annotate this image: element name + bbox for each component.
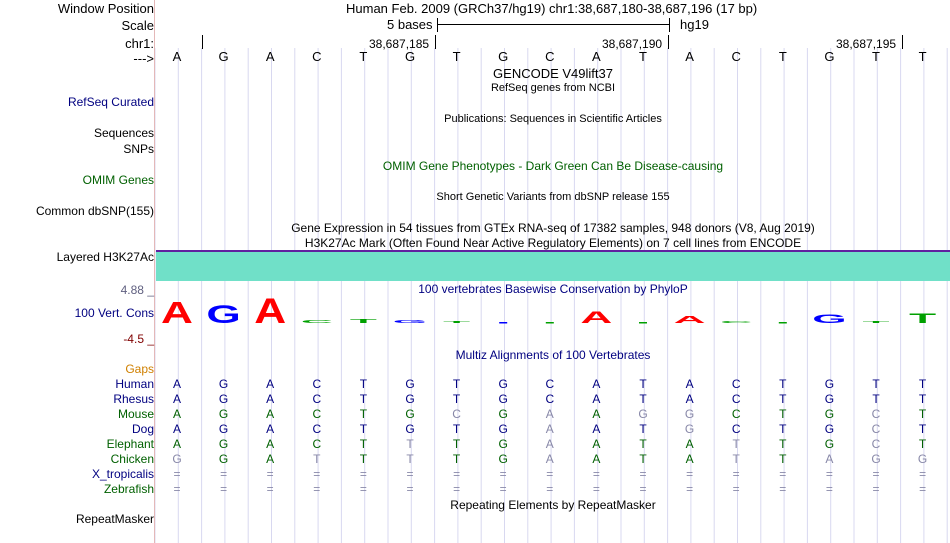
alignment-base: C <box>871 407 881 421</box>
alignment-base: = <box>220 467 228 481</box>
reference-base: T <box>872 49 880 64</box>
alignment-base: A <box>592 437 601 451</box>
alignment-base: G <box>498 422 508 436</box>
alignment-base: G <box>824 437 835 451</box>
alignment-base: G <box>498 452 508 466</box>
alignment-base: C <box>731 422 741 436</box>
alignment-base: T <box>639 377 647 391</box>
alignment-base: = <box>266 467 274 481</box>
reference-base: A <box>172 49 182 64</box>
logo-letter: T <box>909 310 937 325</box>
chrom-label[interactable]: chr1: <box>125 36 154 51</box>
logo-letter: G <box>206 300 241 325</box>
alignment-base: G <box>871 452 881 466</box>
alignment-base: = <box>732 467 740 481</box>
alignment-base: A <box>685 452 694 466</box>
species-label[interactable]: Human <box>115 377 154 391</box>
alignment-base: = <box>220 482 228 496</box>
alignment-base: A <box>685 377 694 391</box>
logo-letter: G <box>812 312 847 325</box>
cons-min-label: -4.5 _ <box>123 332 154 346</box>
phylop-track-title[interactable]: 100 vertebrates Basewise Conservation by PhyloP <box>418 282 688 296</box>
alignment-base: A <box>592 452 601 466</box>
alignment-base: T <box>732 437 740 451</box>
alignment-base: C <box>871 437 881 451</box>
alignment-base: = <box>872 467 880 481</box>
alignment-base: T <box>313 452 321 466</box>
reference-base: G <box>404 49 416 64</box>
alignment-base: T <box>639 452 647 466</box>
label-divider <box>154 0 155 543</box>
alignment-base: T <box>639 437 647 451</box>
alignment-base: = <box>825 482 833 496</box>
reference-base: T <box>778 49 787 64</box>
alignment-base: = <box>919 482 927 496</box>
reference-base: T <box>359 49 368 64</box>
alignment-base: A <box>266 437 275 451</box>
alignment-base: C <box>312 377 322 391</box>
alignment-base: A <box>685 392 694 406</box>
alignment-base: = <box>359 482 367 496</box>
alignment-base: C <box>545 377 555 391</box>
alignment-base: T <box>918 422 927 436</box>
window-position-value: Human Feb. 2009 (GRCh37/hg19) chr1:38,687,180-38,687,196 (17 bp) <box>346 1 758 16</box>
layered-h3k27ac-label[interactable]: Layered H3K27Ac <box>56 250 154 264</box>
alignment-base: T <box>639 392 647 406</box>
scale-label[interactable]: Scale <box>121 18 154 33</box>
alignment-base: G <box>405 422 415 436</box>
alignment-base: A <box>266 377 275 391</box>
alignment-base: = <box>592 482 600 496</box>
alignment-base: C <box>312 392 322 406</box>
alignment-base: G <box>498 392 508 406</box>
dbsnp-track-title[interactable]: Short Genetic Variants from dbSNP release 155 <box>436 191 670 203</box>
alignment-base: A <box>172 377 182 391</box>
alignment-base: G <box>405 407 415 421</box>
logo-letter: A <box>254 295 287 325</box>
alignment-base: G <box>824 377 835 391</box>
alignment-base: T <box>918 392 927 406</box>
alignment-base: A <box>592 422 601 436</box>
alignment-base: = <box>639 482 647 496</box>
logo-letter: T <box>443 320 471 324</box>
alignment-base: A <box>266 392 275 406</box>
alignment-base: T <box>639 422 647 436</box>
alignment-base: A <box>592 392 601 406</box>
alignment-base: T <box>779 392 787 406</box>
logo-letter: G <box>392 319 428 324</box>
alignment-base: T <box>872 377 880 391</box>
reference-base: A <box>592 49 601 64</box>
repeatmasker-track-title[interactable]: Repeating Elements by RepeatMasker <box>450 498 656 512</box>
alignment-base: T <box>918 437 927 451</box>
refseq-track-subtitle: RefSeq genes from NCBI <box>490 82 616 94</box>
h3k27ac-signal-band[interactable] <box>156 250 950 281</box>
coord-tick-0 <box>202 35 203 49</box>
alignment-base: = <box>499 467 507 481</box>
alignment-base: T <box>359 407 368 421</box>
alignment-base: A <box>825 452 834 466</box>
alignment-base: = <box>453 467 461 481</box>
alignment-base: = <box>359 467 367 481</box>
omim-track-title[interactable]: OMIM Gene Phenotypes - Dark Green Can Be Disease-causing <box>382 159 724 173</box>
alignment-base: G <box>684 422 695 436</box>
logo-letter <box>546 322 554 324</box>
alignment-base: A <box>172 392 182 406</box>
logo-letter: T <box>349 317 377 325</box>
scale-assembly: hg19 <box>680 17 709 32</box>
alignment-base: = <box>825 467 833 481</box>
alignment-base: A <box>172 422 182 436</box>
omim-genes-label[interactable]: OMIM Genes <box>82 173 154 187</box>
alignment-base: T <box>872 392 880 406</box>
coord-label-195: 38,687,195 <box>836 37 897 51</box>
repeatmasker-label[interactable]: RepeatMasker <box>75 512 154 526</box>
scale-bar-right-tick <box>669 18 670 32</box>
alignment-base: = <box>453 482 461 496</box>
alignment-base: A <box>545 422 554 436</box>
alignment-base: T <box>452 422 461 436</box>
reference-base: T <box>639 49 647 64</box>
logo-letter <box>639 322 647 324</box>
alignment-base: T <box>779 452 787 466</box>
cons-max-label: 4.88 _ <box>120 283 154 297</box>
alignment-base: T <box>779 407 787 421</box>
alignment-base: T <box>359 392 368 406</box>
alignment-base: = <box>313 482 321 496</box>
gtex-track-title[interactable]: Gene Expression in 54 tissues from GTEx RNA-seq of 17382 samples, 948 donors (V8, Aug 2019) <box>291 221 815 235</box>
alignment-base: A <box>592 377 601 391</box>
alignment-base: T <box>406 437 414 451</box>
reference-base: C <box>312 49 322 64</box>
alignment-base: A <box>545 437 554 451</box>
alignment-base: C <box>731 407 741 421</box>
alignment-base: A <box>545 407 554 421</box>
alignment-base: G <box>218 392 229 406</box>
alignment-base: G <box>405 377 415 391</box>
species-label[interactable]: Chicken <box>110 452 154 466</box>
alignment-base: A <box>266 422 275 436</box>
sequences-label[interactable]: Sequences <box>93 126 154 140</box>
alignment-base: = <box>266 482 274 496</box>
alignment-base: G <box>218 377 229 391</box>
gencode-track-title[interactable]: GENCODE V49lift37 <box>493 66 613 81</box>
publications-track-title[interactable]: Publications: Sequences in Scientific Articles <box>444 113 662 125</box>
logo-letter: A <box>673 314 706 325</box>
alignment-base: A <box>592 407 601 421</box>
alignment-base: G <box>218 407 229 421</box>
alignment-base: A <box>266 452 275 466</box>
alignment-base: = <box>546 467 554 481</box>
alignment-base: G <box>638 407 648 421</box>
logo-letter: A <box>580 308 613 325</box>
alignment-base: = <box>639 467 647 481</box>
coord-tick-195 <box>902 35 903 49</box>
alignment-base: T <box>452 392 461 406</box>
reference-base: C <box>731 49 741 64</box>
logo-letter: C <box>720 320 753 324</box>
strand-arrow[interactable]: ---> <box>133 51 154 66</box>
alignment-base: G <box>498 437 508 451</box>
alignment-base: T <box>359 437 368 451</box>
logo-letter <box>779 322 787 324</box>
alignment-base: = <box>173 482 181 496</box>
alignment-base: G <box>917 452 928 466</box>
alignment-base: G <box>218 437 229 451</box>
alignment-base: G <box>824 392 835 406</box>
conservation-logo[interactable] <box>156 295 950 325</box>
alignment-base: A <box>545 452 554 466</box>
alignment-base: C <box>871 422 881 436</box>
reference-base: C <box>545 49 555 64</box>
alignment-base: G <box>218 452 229 466</box>
alignment-base: G <box>684 407 695 421</box>
reference-base: G <box>218 49 229 64</box>
alignment-base: = <box>499 482 507 496</box>
alignment-base: = <box>406 482 414 496</box>
alignment-base: T <box>359 422 368 436</box>
alignment-base: T <box>452 437 461 451</box>
alignment-base: G <box>218 422 229 436</box>
reference-base: G <box>824 49 835 64</box>
alignment-base: T <box>779 422 787 436</box>
alignment-base: = <box>732 482 740 496</box>
scale-bar <box>437 24 669 25</box>
h3k27ac-track-title[interactable]: H3K27Ac Mark (Often Found Near Active Regulatory Elements) on 7 cell lines from ENCODE <box>304 236 802 250</box>
alignment-base: = <box>686 482 694 496</box>
alignment-base: C <box>312 407 322 421</box>
alignment-base: G <box>405 392 415 406</box>
alignment-base: G <box>498 407 508 421</box>
reference-base: T <box>452 49 461 64</box>
logo-letter: A <box>161 296 193 325</box>
species-label[interactable]: Elephant <box>106 437 154 451</box>
alignment-base: T <box>732 452 740 466</box>
alignment-base: C <box>312 437 322 451</box>
alignment-base: = <box>406 467 414 481</box>
alignment-base: C <box>312 422 322 436</box>
coord-tick-190 <box>668 35 669 49</box>
logo-letter <box>499 322 507 324</box>
logo-letter: T <box>862 320 890 324</box>
reference-bases-row[interactable] <box>0 49 950 65</box>
window-position-label[interactable]: Window Position <box>57 1 154 16</box>
alignment-base: G <box>172 452 182 466</box>
species-label[interactable]: Zebrafish <box>103 482 154 496</box>
alignment-base: C <box>452 407 461 421</box>
alignment-base: = <box>872 482 880 496</box>
alignment-base: G <box>824 407 835 421</box>
alignment-base: = <box>592 467 600 481</box>
alignment-base: = <box>779 482 787 496</box>
common-dbsnp-label[interactable]: Common dbSNP(155) <box>35 204 154 218</box>
vert-cons-label[interactable]: 100 Vert. Cons <box>74 306 154 320</box>
species-label[interactable]: Rhesus <box>113 392 154 406</box>
species-label[interactable]: Dog <box>131 422 154 436</box>
coord-label-185: 38,687,185 <box>369 37 430 51</box>
alignment-base: G <box>824 422 835 436</box>
refseq-curated-label[interactable]: RefSeq Curated <box>67 95 154 109</box>
alignment-base: = <box>546 482 554 496</box>
alignment-base: = <box>313 467 321 481</box>
logo-letter: C <box>300 319 333 324</box>
alignment-base: C <box>731 377 741 391</box>
coord-label-190: 38,687,190 <box>602 37 663 51</box>
coord-tick-185 <box>435 35 436 49</box>
alignment-base: C <box>731 392 741 406</box>
alignment-base: T <box>359 377 368 391</box>
alignment-base: A <box>266 407 275 421</box>
alignment-base: = <box>919 467 927 481</box>
alignment-base: C <box>545 392 555 406</box>
reference-base: A <box>685 49 694 64</box>
alignment-base: T <box>359 452 368 466</box>
alignment-base: A <box>172 407 182 421</box>
alignment-base: T <box>406 452 414 466</box>
snps-label[interactable]: SNPs <box>123 142 154 156</box>
alignment-base: = <box>686 467 694 481</box>
alignment-base: T <box>779 377 787 391</box>
reference-base: T <box>918 49 927 64</box>
scale-bar-left-tick <box>437 18 438 32</box>
alignment-base: = <box>173 467 181 481</box>
alignment-base: T <box>779 437 787 451</box>
reference-base: A <box>265 49 275 64</box>
species-label[interactable]: X_tropicalis <box>91 467 154 481</box>
species-label[interactable]: Mouse <box>117 407 154 421</box>
alignment-base: T <box>918 377 927 391</box>
reference-base: G <box>498 49 509 64</box>
alignment-base: T <box>918 407 927 421</box>
alignment-base: T <box>452 452 461 466</box>
alignment-base: A <box>172 437 182 451</box>
alignment-base: T <box>452 377 461 391</box>
scale-text: 5 bases <box>387 17 433 32</box>
gaps-label[interactable]: Gaps <box>125 362 154 376</box>
alignment-base: A <box>685 437 694 451</box>
alignment-base: G <box>498 377 508 391</box>
multiz-track-title[interactable]: Multiz Alignments of 100 Vertebrates <box>455 348 651 362</box>
alignment-base: = <box>779 467 787 481</box>
